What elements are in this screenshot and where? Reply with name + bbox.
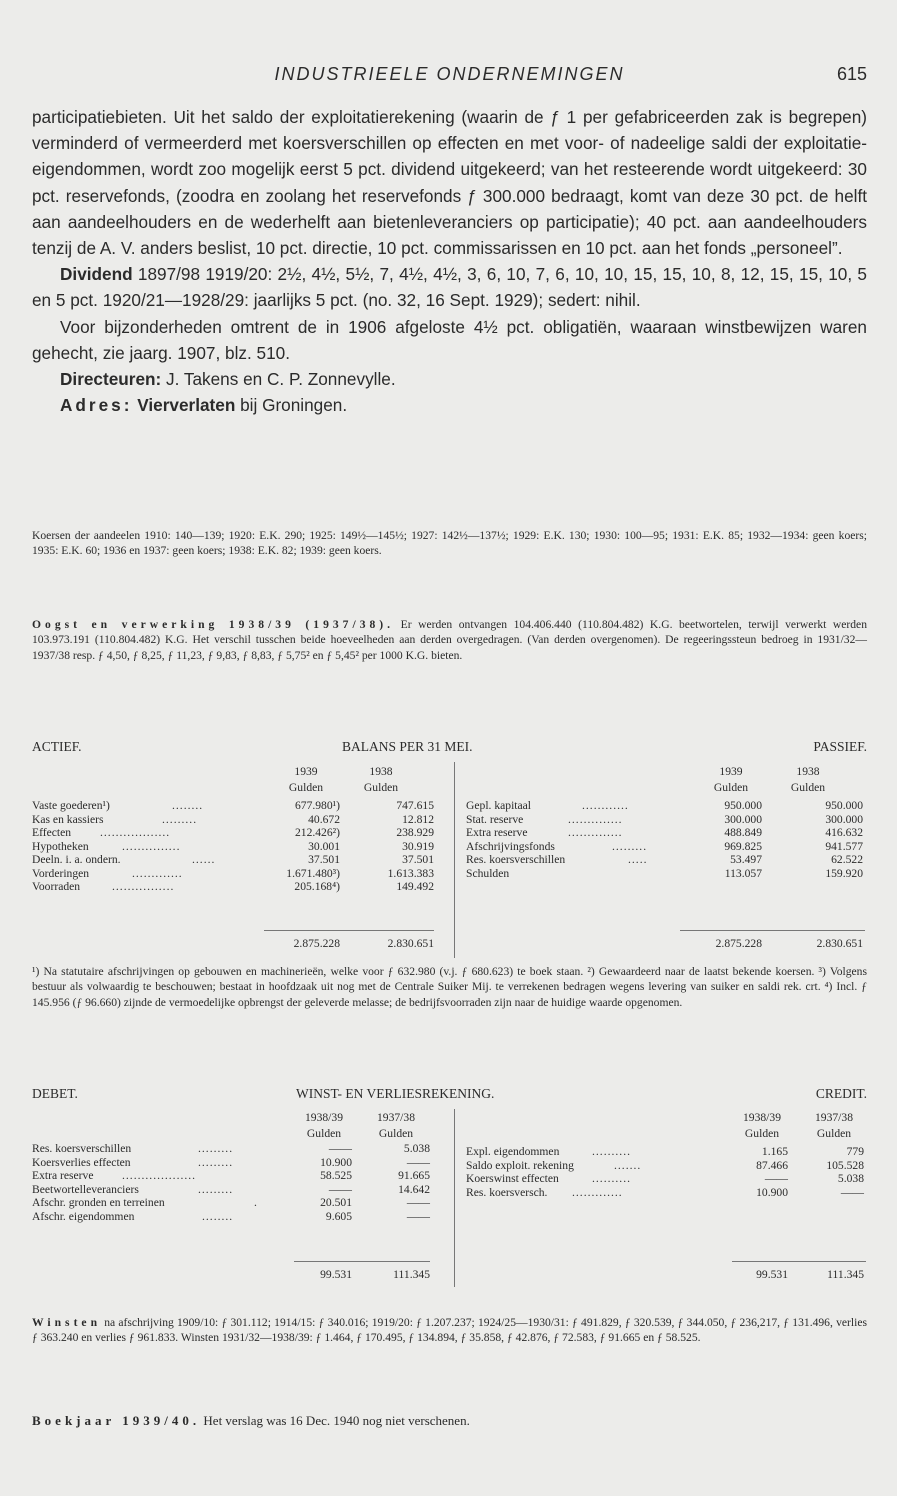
paragraph-directeuren (32, 366, 867, 392)
winst-year-left-b: 1937/38 (376, 1111, 415, 1124)
balans-unit-row (32, 781, 867, 794)
row-label: Kas en kassiers (32, 812, 104, 826)
balans-unit-right-a: Gulden (713, 781, 749, 794)
row-value-a: 212.426²) (294, 826, 340, 839)
row-label: Beetwortelleveranciers (32, 1182, 139, 1196)
balans-totals-row (32, 937, 867, 950)
row-dots: ............ (582, 799, 629, 812)
dividend-label: Dividend (60, 264, 133, 285)
row-value-a: 58.525 (320, 1169, 352, 1182)
row-dots: ......... (162, 812, 198, 826)
adres-label: Adres: (60, 395, 133, 416)
adres-place: Vierverlaten (132, 395, 236, 416)
row-value-a: 9.605 (325, 1209, 352, 1223)
row-value-b: 941.577 (825, 839, 863, 853)
row-dots: .......... (592, 1145, 631, 1158)
row-dots: .......... (592, 1172, 631, 1185)
row-value-a: —— (328, 1182, 352, 1196)
winsten-label: Winsten (32, 1316, 102, 1329)
balans-notes (32, 964, 867, 1010)
winst-credit-head: CREDIT. (815, 1086, 867, 1101)
row-dots: ......... (198, 1182, 234, 1196)
row-dots: ..... (628, 853, 648, 866)
row-value-a: —— (328, 1142, 352, 1155)
winst-heading-row (32, 1087, 867, 1103)
row-label: Extra reserve (32, 1169, 94, 1182)
row-value-b: 105.528 (826, 1158, 864, 1172)
row-label: Hypotheken (32, 839, 89, 853)
row-dots: ............... (122, 839, 181, 853)
koersen-text: Koersen der aandeelen 1910: 140—139; 1920: E.K. 290; 1925: 149½—145½; 1927: 142½—137½; 1929: E.K. 130; 1930: 100—95; 1931: E.K. 85; 1932—1934: geen koers; 1935: E.K. 60; 1936 en 1937: geen koers; 1938: E.K. 82; 1939: geen koers. (32, 529, 867, 558)
row-value-a: 30.001 (308, 839, 340, 853)
directeuren-text: J. Takens en C. P. Zonnevylle. (161, 369, 396, 390)
row-dots: ......... (198, 1142, 234, 1155)
balans-unit-left-b: Gulden (363, 781, 399, 794)
oogst-paragraph (32, 617, 867, 663)
row-value-b: 149.492 (396, 880, 434, 893)
row-value-b: 300.000 (825, 812, 863, 826)
row-value-b: 62.522 (831, 853, 863, 866)
row-dots: ........ (202, 1209, 234, 1223)
row-value-a: 1.671.480³) (286, 866, 340, 880)
row-value-a: 40.672 (308, 812, 340, 826)
winst-unit-left-b: Gulden (378, 1127, 414, 1140)
row-dots: ................... (122, 1169, 197, 1182)
balans-right-row (32, 826, 867, 839)
row-value-b: 5.038 (403, 1142, 430, 1155)
running-title: INDUSTRIEELE ONDERNEMINGEN (274, 64, 625, 84)
oogst-text: Er werden ontvangen 104.406.440 (110.804.482) K.G. beetwortelen, terwijl verwerkt werden 103.973.191 (110.804.482) K.G. Het verschil tusschen beide hoeveelheden aan derden overgedragen. (Van derden overgenomen). De regeeringssteun bedroeg in 1931/32—1937/38 resp. ƒ 4,50, ƒ 8,25, ƒ 11,23, ƒ 9,83, ƒ 8,83, ƒ 5,75² en ƒ 5,45² per 1000 K.G. bieten. (32, 618, 867, 662)
balans-year-right-b: 1938 (796, 765, 820, 778)
row-label: Vorderingen (32, 866, 90, 880)
paragraph-adres (32, 392, 867, 418)
winst-left-row (32, 1210, 867, 1223)
row-value-a: 10.900 (320, 1155, 352, 1169)
row-label: Extra reserve (466, 826, 528, 839)
balans-title: BALANS PER 31 MEI. (342, 739, 473, 754)
winsten-text: na afschrijving 1909/10: ƒ 301.112; 1914/15: ƒ 340.016; 1919/20: ƒ 1.207.237; 1924/25—1930/31: ƒ 491.829, ƒ 320.539, ƒ 344.050, ƒ 236,217, ƒ 131.496, verlies ƒ 363.240 en verlies ƒ 961.833. Winsten 1931/32—1938/39: ƒ 1.464, ƒ 170.495, ƒ 134.894, ƒ 35.858, ƒ 42.876, ƒ 72.583, ƒ 91.665 en ƒ 58.525. (32, 1316, 867, 1345)
boekjaar-paragraph (32, 1413, 867, 1428)
winst-year-left-a: 1938/39 (304, 1111, 343, 1124)
row-value-b: 12.812 (402, 812, 434, 826)
row-label: Afschrijvingsfonds (466, 839, 555, 853)
winst-unit-row (32, 1127, 867, 1140)
row-value-b: 1.613.383 (387, 866, 434, 880)
winst-debet-head: DEBET. (32, 1086, 78, 1101)
winst-divider (454, 1109, 455, 1287)
balans-notes-text: ¹) Na statutaire afschrijvingen op gebouwen en machinerieën, welke voor ƒ 632.980 (v.j. ƒ 680.623) te boek staan. ²) Gewaardeerd naar de laatst bekende koersen. ³) Volgens bestuur als volwaardig te beschouwen; bestaat in hoofdzaak uit nog met de Centrale Suiker Mij. te verrekenen bedragen wegens levering van suiker en saldi rek. crt. ⁴) Incl. ƒ 145.956 (ƒ 96.660) zijnde de vermoedelijke opbrengst der geleverde melasse; de bedrijfsvoorraden zijn naar de huidige waarde opgenomen. (32, 965, 867, 1009)
row-label: Schulden (466, 866, 510, 880)
balans-total-left-a: 2.875.228 (293, 937, 340, 950)
balans-total-left-b: 2.830.651 (387, 937, 434, 950)
balans-right-row (32, 853, 867, 866)
balans-year-left-b: 1938 (369, 765, 393, 778)
winst-total-right-b: 111.345 (827, 1268, 864, 1281)
row-value-b: —— (406, 1209, 430, 1223)
row-dots: ......... (198, 1155, 234, 1169)
paragraph-obligaties: Voor bijzonderheden omtrent de in 1906 afgeloste 4½ pct. obligatiën, waaraan winstbewijzen waren gehecht, zie jaarg. 1907, blz. 510. (32, 316, 867, 363)
row-dots: ...... (192, 853, 216, 866)
winst-right-row (32, 1145, 867, 1158)
row-label: Vaste goederen¹) (32, 799, 110, 812)
row-value-a: 87.466 (756, 1158, 788, 1172)
row-label: Gepl. kapitaal (466, 799, 532, 812)
winst-unit-right-a: Gulden (744, 1127, 780, 1140)
row-label: Afschr. eigendommen (32, 1209, 135, 1223)
adres-text: bij Groningen. (235, 395, 348, 416)
balans-right-row (32, 840, 867, 853)
row-label: Effecten (32, 826, 72, 839)
boekjaar-text: Het verslag was 16 Dec. 1940 nog niet verschenen. (200, 1413, 470, 1428)
row-value-a: 53.497 (730, 853, 762, 866)
balans-total-rule-left (264, 930, 434, 931)
boekjaar-block (32, 1413, 867, 1428)
row-value-a: 677.980¹) (294, 799, 340, 812)
row-label: Deeln. i. a. ondern. (32, 853, 121, 866)
balans-total-rule-right (680, 930, 865, 931)
row-value-b: 238.929 (396, 826, 434, 839)
row-dots: . (254, 1196, 258, 1209)
row-dots: ....... (614, 1158, 642, 1172)
balans-right-row (32, 813, 867, 826)
boekjaar-label: Boekjaar 1939/40. (32, 1413, 201, 1428)
balans-unit-right-b: Gulden (790, 781, 826, 794)
row-dots: ............. (132, 866, 183, 880)
row-value-b: —— (840, 1185, 864, 1199)
row-dots: ............. (572, 1185, 623, 1199)
balans-right-row (32, 799, 867, 812)
row-label: Koerswinst effecten (466, 1172, 559, 1185)
row-label: Voorraden (32, 880, 81, 893)
row-value-a: —— (764, 1172, 788, 1185)
row-value-a: 1.165 (761, 1145, 788, 1158)
row-dots: .................. (100, 826, 171, 839)
row-value-b: —— (406, 1196, 430, 1209)
balans-total-right-a: 2.875.228 (715, 937, 762, 950)
row-value-b: 5.038 (837, 1172, 864, 1185)
balans-total-right-b: 2.830.651 (816, 937, 863, 950)
winst-title: WINST- EN VERLIESREKENING. (296, 1086, 495, 1101)
row-value-a: 488.849 (724, 826, 762, 839)
dividend-text: 1897/98 1919/20: 2½, 4½, 5½, 7, 4½, 4½, 3, 6, 10, 7, 6, 10, 10, 15, 15, 10, 8, 12, 15, 15, 10, 5 en 5 pct. 1920/21—1928/29: jaarlijks 5 pct. (no. 32, 16 Sept. 1929); sedert: nihil. (32, 264, 867, 311)
winst-totals-row (32, 1268, 867, 1281)
winst-total-right-a: 99.531 (756, 1268, 788, 1281)
row-value-b: 779 (846, 1145, 864, 1158)
row-value-b: 30.919 (402, 839, 434, 853)
winst-right-row (32, 1159, 867, 1172)
balans-year-left-a: 1939 (294, 765, 318, 778)
row-value-b: —— (406, 1155, 430, 1169)
row-value-b: 747.615 (396, 799, 434, 812)
balans-left-row (32, 880, 867, 893)
main-text (32, 104, 867, 418)
row-value-a: 113.057 (724, 866, 762, 880)
row-dots: .............. (568, 826, 623, 839)
row-label: Afschr. gronden en terreinen (32, 1196, 165, 1209)
row-value-a: 950.000 (724, 799, 762, 812)
row-label: Res. koersversch. (466, 1185, 548, 1199)
winst-unit-right-b: Gulden (816, 1127, 852, 1140)
row-dots: ........ (172, 799, 204, 812)
balans-year-right-a: 1939 (719, 765, 743, 778)
row-label: Saldo exploit. rekening (466, 1158, 574, 1172)
row-label: Koersverlies effecten (32, 1155, 131, 1169)
balans-year-row (32, 765, 867, 778)
row-label: Res. koersverschillen (466, 853, 566, 866)
paragraph-participatie: participatiebieten. Uit het saldo der exploitatierekening (waarin de ƒ 1 per gefabriceerden zak is begrepen) verminderd of vermeerderd met koersverschillen op effecten en met voor- of nadeelige saldi der exploitatie-eigendommen, wordt zoo mogelijk eerst 5 pct. dividend uitgekeerd; van het resteerende wordt uitgekeerd: 30 pct. reservefonds, (zoodra en zoolang het reservefonds ƒ 300.000 bedraagt, komt van deze 30 pct. de helft aan aandeelhouders en de wederhelft aan bietenleveranciers op participatie); 40 pct. aan aandeelhouders tenzij de A. V. anders beslist, 10 pct. directie, 10 pct. commissarissen en 10 pct. aan het fonds „personeel”. (32, 107, 867, 259)
row-value-a: 20.501 (320, 1196, 352, 1209)
row-value-b: 37.501 (402, 853, 434, 866)
winst-total-rule-right (732, 1261, 866, 1262)
row-value-a: 969.825 (724, 839, 762, 853)
koersen-block (32, 528, 867, 559)
winst-right-row (32, 1172, 867, 1185)
row-value-b: 159.920 (825, 866, 863, 880)
row-dots: ................ (112, 880, 175, 893)
balans-actief-head: ACTIEF. (32, 739, 82, 754)
balans-passief-head: PASSIEF. (813, 739, 867, 754)
winst-total-left-a: 99.531 (320, 1268, 352, 1281)
winsten-paragraph (32, 1315, 867, 1346)
row-value-a: 300.000 (724, 812, 762, 826)
row-value-b: 416.632 (825, 826, 863, 839)
oogst-label: Oogst en verwerking 1938/39 (1937/38). (32, 618, 395, 631)
balans-heading-row (32, 740, 867, 756)
directeuren-label: Directeuren: (60, 369, 162, 390)
page-header (32, 64, 867, 88)
row-value-a: 37.501 (308, 853, 340, 866)
oogst-block (32, 617, 867, 663)
row-value-b: 14.642 (398, 1182, 430, 1196)
row-value-b: 950.000 (825, 799, 863, 812)
row-label: Stat. reserve (466, 812, 524, 826)
page-number: 615 (836, 64, 867, 84)
winst-table (32, 1087, 867, 1287)
row-label: Expl. eigendommen (466, 1145, 560, 1158)
paragraph-dividend (32, 261, 867, 313)
balans-right-row (32, 867, 867, 880)
balans-table (32, 740, 867, 952)
winst-year-row (32, 1111, 867, 1124)
winst-total-left-b: 111.345 (393, 1268, 430, 1281)
winsten-block (32, 1315, 867, 1346)
winst-year-right-a: 1938/39 (742, 1111, 781, 1124)
balans-unit-left-a: Gulden (288, 781, 324, 794)
row-value-b: 91.665 (398, 1169, 430, 1182)
row-value-a: 10.900 (756, 1185, 788, 1199)
balans-divider (454, 762, 455, 958)
winst-total-rule-left (294, 1261, 430, 1262)
row-dots: ......... (612, 839, 648, 853)
row-value-a: 205.168⁴) (294, 880, 340, 893)
winst-unit-left-a: Gulden (306, 1127, 342, 1140)
row-dots: .............. (568, 812, 623, 826)
row-label: Res. koersverschillen (32, 1142, 132, 1155)
winst-right-row (32, 1186, 867, 1199)
winst-year-right-b: 1937/38 (814, 1111, 853, 1124)
